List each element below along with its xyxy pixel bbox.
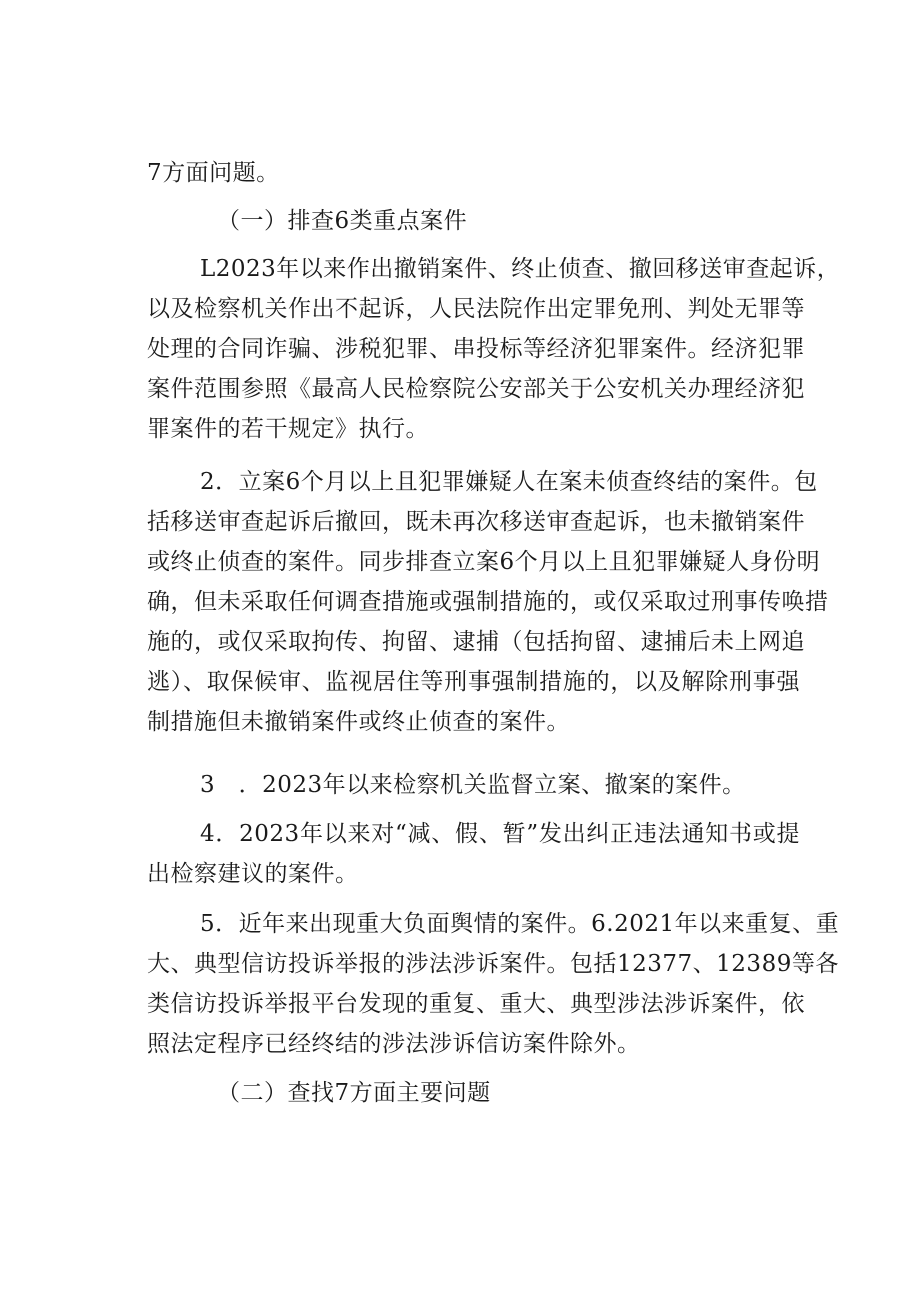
text-line: 5．近年来出现重大负面舆情的案件。6.2021年以来重复、重 [200,911,840,937]
text-line: 以及检察机关作出不起诉，人民法院作出定罪免刑、判处无罪等 [147,296,805,322]
text-line: 出检察建议的案件。 [147,861,359,887]
text-line: 逃）、取保候审、监视居住等刑事强制措施的，以及解除刑事强 [147,669,800,695]
text-line: 确，但未采取任何调查措施或强制措施的，或仅采取过刑事传唤措 [147,589,829,615]
text-line: 罪案件的若干规定》执行。 [147,416,429,442]
text-line: 大、典型信访投诉举报的涉法涉诉案件。包括12377、12389等各 [147,951,839,977]
text-line: 4．2023年以来对“减、假、暂”发出纠正违法通知书或提 [200,821,800,847]
text-line: 案件范围参照《最高人民检察院公安部关于公安机关办理经济犯 [147,376,805,402]
text-line: 或终止侦查的案件。同步排查立案6个月以上且犯罪嫌疑人身份明 [147,549,821,575]
text-line: 7方面问题。 [147,160,280,186]
text-line: 2．立案6个月以上且犯罪嫌疑人在案未侦查终结的案件。包 [200,469,818,495]
text-line: L2023年以来作出撤销案件、终止侦查、撤回移送审查起诉， [200,256,841,282]
section-heading: （二）查找7方面主要问题 [217,1080,491,1106]
text-line: 3 ．2023年以来检察机关监督立案、撤案的案件。 [200,772,746,798]
text-line: 施的，或仅采取拘传、拘留、逮捕（包括拘留、逮捕后未上网追 [147,629,805,655]
text-line: 类信访投诉举报平台发现的重复、重大、典型涉法涉诉案件，依 [147,991,805,1017]
section-heading: （一）排查6类重点案件 [217,208,468,234]
text-line: 照法定程序已经终结的涉法涉诉信访案件除外。 [147,1031,641,1057]
text-line: 制措施但未撤销案件或终止侦查的案件。 [147,709,570,735]
text-line: 括移送审查起诉后撤回，既未再次移送审查起诉，也未撤销案件 [147,509,805,535]
text-line: 处理的合同诈骗、涉税犯罪、串投标等经济犯罪案件。经济犯罪 [147,336,805,362]
